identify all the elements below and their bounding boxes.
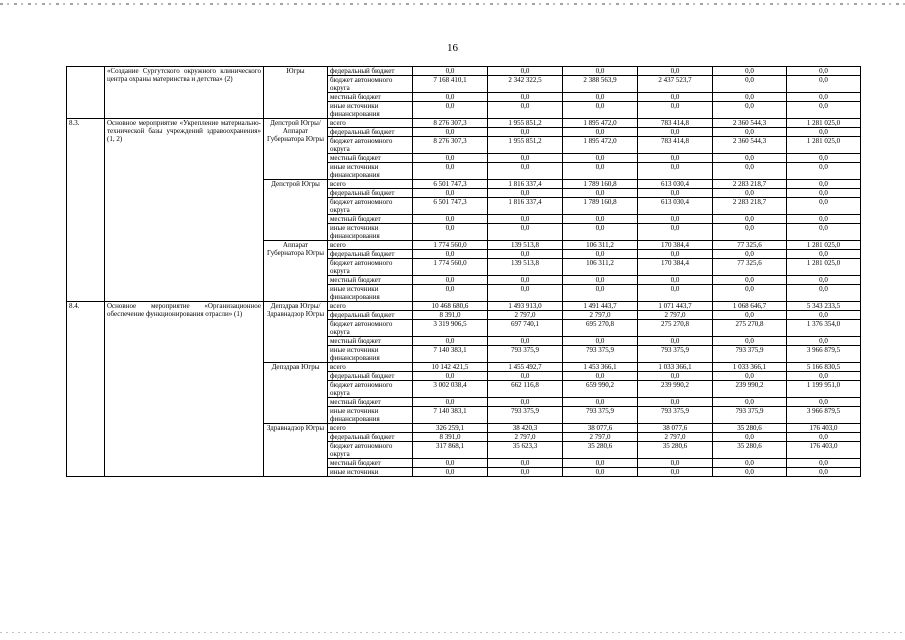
amount-cell: 38 077,6 [638,424,713,433]
amount-cell: 0,0 [563,224,638,241]
amount-cell: 0,0 [488,459,563,468]
amount-cell: 2 342 322,5 [488,76,563,93]
amount-cell: 0,0 [638,128,713,137]
amount-cell: 0,0 [713,398,787,407]
funding-source: местный бюджет [328,215,413,224]
amount-cell: 0,0 [638,215,713,224]
measure-index: 8.4. [67,302,105,477]
amount-cell: 1 493 913,0 [488,302,563,311]
amount-cell: 139 513,8 [488,259,563,276]
amount-cell: 0,0 [638,224,713,241]
amount-cell: 1 895 472,0 [563,119,638,128]
amount-cell: 0,0 [787,398,861,407]
amount-cell: 275 270,8 [638,320,713,337]
measure-index: 8.3. [67,119,105,302]
amount-cell: 1 068 646,7 [713,302,787,311]
table-row [67,302,861,311]
amount-cell: 0,0 [713,337,787,346]
amount-cell: 0,0 [638,398,713,407]
amount-cell: 0,0 [713,102,787,119]
funding-source: федеральный бюджет [328,311,413,320]
funding-source: федеральный бюджет [328,128,413,137]
amount-cell: 35 280,6 [638,442,713,459]
amount-cell: 0,0 [713,276,787,285]
funding-source: бюджет автономного округа [328,442,413,459]
funding-source: всего [328,363,413,372]
funding-source: иные источники финансирования [328,163,413,180]
amount-cell: 793 375,9 [638,346,713,363]
amount-cell: 0,0 [488,154,563,163]
amount-cell: 793 375,9 [638,407,713,424]
amount-cell: 0,0 [488,67,563,76]
amount-cell: 0,0 [713,311,787,320]
amount-cell: 793 375,9 [563,346,638,363]
funding-source: местный бюджет [328,337,413,346]
amount-cell: 0,0 [787,250,861,259]
amount-cell: 0,0 [563,215,638,224]
amount-cell: 1 955 851,2 [488,137,563,154]
amount-cell: 0,0 [713,154,787,163]
amount-cell: 0,0 [713,250,787,259]
amount-cell: 0,0 [563,398,638,407]
amount-cell: 0,0 [713,372,787,381]
amount-cell: 1 955 851,2 [488,119,563,128]
amount-cell: 0,0 [488,215,563,224]
amount-cell: 2 797,0 [563,433,638,442]
amount-cell: 0,0 [638,276,713,285]
amount-cell: 7 140 383,1 [413,407,488,424]
amount-cell: 793 375,9 [488,346,563,363]
funding-source: федеральный бюджет [328,189,413,198]
funding-source: бюджет автономного округа [328,320,413,337]
amount-cell: 35 280,6 [713,424,787,433]
amount-cell: 0,0 [638,459,713,468]
amount-cell: 0,0 [488,102,563,119]
amount-cell: 0,0 [787,154,861,163]
executor-cell: Аппарат Губернатора Югры [264,241,328,302]
amount-cell: 2 797,0 [563,311,638,320]
budget-table [66,66,861,477]
amount-cell: 1 199 951,0 [787,381,861,398]
funding-source: бюджет автономного округа [328,76,413,93]
amount-cell: 1 895 472,0 [563,137,638,154]
funding-source: иные источники финансирования [328,285,413,302]
amount-cell: 0,0 [638,93,713,102]
amount-cell: 1 774 560,0 [413,259,488,276]
funding-source: федеральный бюджет [328,250,413,259]
funding-source: местный бюджет [328,93,413,102]
amount-cell: 38 077,6 [563,424,638,433]
amount-cell: 0,0 [713,76,787,93]
amount-cell: 0,0 [563,285,638,302]
amount-cell: 0,0 [638,372,713,381]
amount-cell: 0,0 [413,215,488,224]
amount-cell: 1 816 337,4 [488,180,563,189]
amount-cell: 0,0 [413,398,488,407]
table-row [67,67,861,76]
amount-cell: 0,0 [787,128,861,137]
amount-cell: 2 283 218,7 [713,180,787,189]
amount-cell: 0,0 [413,459,488,468]
amount-cell: 0,0 [713,285,787,302]
amount-cell: 0,0 [638,154,713,163]
amount-cell: 793 375,9 [713,346,787,363]
amount-cell: 0,0 [713,433,787,442]
amount-cell: 695 270,8 [563,320,638,337]
amount-cell: 5 166 830,5 [787,363,861,372]
amount-cell: 8 391,0 [413,311,488,320]
amount-cell: 8 276 307,3 [413,137,488,154]
amount-cell: 170 384,4 [638,259,713,276]
amount-cell: 0,0 [787,276,861,285]
amount-cell: 0,0 [488,93,563,102]
amount-cell: 106 311,2 [563,259,638,276]
amount-cell: 3 966 879,5 [787,346,861,363]
amount-cell: 0,0 [488,128,563,137]
amount-cell: 0,0 [638,189,713,198]
amount-cell: 0,0 [787,163,861,180]
amount-cell: 0,0 [413,93,488,102]
amount-cell: 7 140 383,1 [413,346,488,363]
amount-cell: 1 774 560,0 [413,241,488,250]
amount-cell: 0,0 [413,337,488,346]
funding-source: иные источники [328,468,413,477]
measure-name: Основное мероприятие «Укрепление материально-технической базы учреждений здравоохранения» (1, 2) [105,119,264,302]
funding-source: всего [328,424,413,433]
executor-cell: Депздрав Югры [264,363,328,424]
amount-cell: 0,0 [787,337,861,346]
executor-cell: Депздрав Югры/ Здравнадзор Югры [264,302,328,363]
amount-cell: 0,0 [787,189,861,198]
amount-cell: 1 453 366,1 [563,363,638,372]
amount-cell: 0,0 [787,433,861,442]
amount-cell: 2 283 218,7 [713,198,787,215]
amount-cell: 0,0 [563,276,638,285]
amount-cell: 793 375,9 [563,407,638,424]
amount-cell: 1 281 025,0 [787,119,861,128]
amount-cell: 35 280,6 [563,442,638,459]
executor-cell: Депстрой Югры [264,180,328,241]
funding-source: иные источники финансирования [328,224,413,241]
amount-cell: 793 375,9 [713,407,787,424]
funding-source: местный бюджет [328,398,413,407]
amount-cell: 0,0 [787,198,861,215]
amount-cell: 0,0 [787,67,861,76]
amount-cell: 1 455 492,7 [488,363,563,372]
funding-source: местный бюджет [328,276,413,285]
amount-cell: 0,0 [563,189,638,198]
amount-cell: 0,0 [787,180,861,189]
amount-cell: 783 414,8 [638,119,713,128]
amount-cell: 0,0 [488,285,563,302]
amount-cell: 176 403,0 [787,442,861,459]
amount-cell: 2 797,0 [638,311,713,320]
amount-cell: 0,0 [638,163,713,180]
amount-cell: 0,0 [563,93,638,102]
amount-cell: 0,0 [563,163,638,180]
funding-source: бюджет автономного округа [328,381,413,398]
amount-cell: 0,0 [713,67,787,76]
amount-cell: 6 501 747,3 [413,180,488,189]
executor-cell: Депстрой Югры/ Аппарат Губернатора Югры [264,119,328,180]
amount-cell: 659 990,2 [563,381,638,398]
amount-cell: 0,0 [413,372,488,381]
amount-cell: 0,0 [638,250,713,259]
amount-cell: 7 168 410,1 [413,76,488,93]
amount-cell: 0,0 [713,189,787,198]
amount-cell: 2 797,0 [638,433,713,442]
amount-cell: 77 325,6 [713,241,787,250]
funding-source: федеральный бюджет [328,433,413,442]
amount-cell: 0,0 [413,189,488,198]
amount-cell: 0,0 [488,250,563,259]
amount-cell: 0,0 [413,285,488,302]
funding-source: федеральный бюджет [328,372,413,381]
funding-source: бюджет автономного округа [328,259,413,276]
amount-cell: 35 623,3 [488,442,563,459]
amount-cell: 0,0 [413,102,488,119]
amount-cell: 0,0 [488,372,563,381]
amount-cell: 0,0 [413,128,488,137]
amount-cell: 170 384,4 [638,241,713,250]
amount-cell: 1 281 025,0 [787,241,861,250]
amount-cell: 613 030,4 [638,198,713,215]
scan-edge-top [0,3,905,5]
amount-cell: 0,0 [787,311,861,320]
amount-cell: 0,0 [787,285,861,302]
funding-source: всего [328,241,413,250]
amount-cell: 1 071 443,7 [638,302,713,311]
amount-cell: 0,0 [563,250,638,259]
funding-source: бюджет автономного округа [328,198,413,215]
amount-cell: 2 360 544,3 [713,119,787,128]
amount-cell: 0,0 [713,128,787,137]
funding-source: местный бюджет [328,459,413,468]
amount-cell: 0,0 [413,154,488,163]
funding-source: иные источники финансирования [328,102,413,119]
amount-cell: 0,0 [787,93,861,102]
amount-cell: 1 281 025,0 [787,259,861,276]
amount-cell: 0,0 [638,102,713,119]
amount-cell: 0,0 [713,93,787,102]
amount-cell: 1 376 354,0 [787,320,861,337]
funding-source: местный бюджет [328,154,413,163]
amount-cell: 0,0 [413,67,488,76]
amount-cell: 0,0 [488,189,563,198]
amount-cell: 6 501 747,3 [413,198,488,215]
amount-cell: 793 375,9 [488,407,563,424]
amount-cell: 2 797,0 [488,311,563,320]
amount-cell: 1 281 025,0 [787,137,861,154]
amount-cell: 0,0 [413,163,488,180]
amount-cell: 3 966 879,5 [787,407,861,424]
measure-index [67,67,105,119]
amount-cell: 0,0 [563,468,638,477]
amount-cell: 2 797,0 [488,433,563,442]
amount-cell: 239 990,2 [713,381,787,398]
amount-cell: 697 740,1 [488,320,563,337]
amount-cell: 613 030,4 [638,180,713,189]
amount-cell: 326 259,1 [413,424,488,433]
measure-name: Основное мероприятие «Организационное обеспечение функционирования отрасли» (1) [105,302,264,477]
amount-cell: 0,0 [713,468,787,477]
amount-cell: 0,0 [563,337,638,346]
amount-cell: 275 270,8 [713,320,787,337]
amount-cell: 2 360 544,3 [713,137,787,154]
amount-cell: 8 276 307,3 [413,119,488,128]
amount-cell: 0,0 [638,337,713,346]
amount-cell: 0,0 [713,163,787,180]
amount-cell: 0,0 [638,468,713,477]
funding-source: всего [328,119,413,128]
scan-edge-bottom [0,632,905,633]
amount-cell: 1 033 366,1 [638,363,713,372]
amount-cell: 139 513,8 [488,241,563,250]
amount-cell: 77 325,6 [713,259,787,276]
amount-cell: 0,0 [488,398,563,407]
amount-cell: 1 789 160,8 [563,180,638,189]
amount-cell: 239 990,2 [638,381,713,398]
executor-cell: Здравнадзор Югры [264,424,328,477]
amount-cell: 0,0 [787,76,861,93]
funding-source: всего [328,180,413,189]
amount-cell: 0,0 [488,337,563,346]
amount-cell: 0,0 [713,215,787,224]
amount-cell: 0,0 [787,224,861,241]
amount-cell: 1 491 443,7 [563,302,638,311]
amount-cell: 662 116,8 [488,381,563,398]
amount-cell: 35 280,6 [713,442,787,459]
funding-source: иные источники финансирования [328,346,413,363]
amount-cell: 1 816 337,4 [488,198,563,215]
amount-cell: 1 789 160,8 [563,198,638,215]
table-row [67,119,861,128]
amount-cell: 0,0 [563,128,638,137]
amount-cell: 0,0 [488,468,563,477]
amount-cell: 0,0 [713,459,787,468]
amount-cell: 0,0 [563,372,638,381]
amount-cell: 0,0 [413,276,488,285]
amount-cell: 783 414,8 [638,137,713,154]
amount-cell: 0,0 [787,102,861,119]
amount-cell: 0,0 [413,250,488,259]
amount-cell: 0,0 [563,67,638,76]
amount-cell: 0,0 [787,215,861,224]
amount-cell: 3 002 038,4 [413,381,488,398]
amount-cell: 2 388 563,9 [563,76,638,93]
amount-cell: 10 142 421,5 [413,363,488,372]
amount-cell: 0,0 [638,67,713,76]
amount-cell: 2 437 523,7 [638,76,713,93]
amount-cell: 176 403,0 [787,424,861,433]
amount-cell: 0,0 [563,459,638,468]
amount-cell: 0,0 [563,154,638,163]
amount-cell: 0,0 [787,459,861,468]
funding-source: иные источники финансирования [328,407,413,424]
funding-source: федеральный бюджет [328,67,413,76]
amount-cell: 0,0 [787,372,861,381]
amount-cell: 1 033 366,1 [713,363,787,372]
amount-cell: 5 343 233,5 [787,302,861,311]
amount-cell: 38 420,3 [488,424,563,433]
amount-cell: 0,0 [488,163,563,180]
amount-cell: 8 391,0 [413,433,488,442]
executor-cell: Югры [264,67,328,119]
amount-cell: 106 311,2 [563,241,638,250]
page-number: 16 [447,42,458,54]
amount-cell: 10 468 680,6 [413,302,488,311]
amount-cell: 0,0 [713,224,787,241]
amount-cell: 0,0 [787,468,861,477]
measure-name: «Создание Сургутского окружного клинического центра охраны материнства и детства» (2) [105,67,264,119]
amount-cell: 0,0 [413,224,488,241]
amount-cell: 0,0 [638,285,713,302]
funding-source: бюджет автономного округа [328,137,413,154]
amount-cell: 317 868,1 [413,442,488,459]
funding-source: всего [328,302,413,311]
amount-cell: 0,0 [413,468,488,477]
amount-cell: 0,0 [563,102,638,119]
amount-cell: 0,0 [488,276,563,285]
amount-cell: 3 319 906,5 [413,320,488,337]
amount-cell: 0,0 [488,224,563,241]
